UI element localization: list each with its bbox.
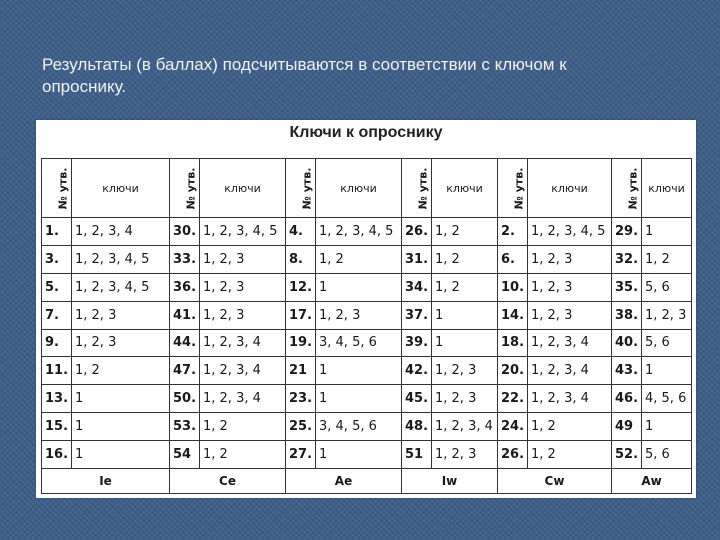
key-values: 1: [316, 441, 402, 469]
key-values: 1, 2, 3, 4: [72, 218, 170, 246]
key-header-3: ключи: [316, 159, 402, 218]
key-values: 1: [432, 329, 498, 357]
statement-number: 27.: [286, 441, 316, 469]
num-header-label: № утв.: [512, 167, 526, 209]
statement-number: 40.: [612, 329, 642, 357]
statement-number: 54: [170, 441, 200, 469]
key-values: 1, 2, 3: [72, 329, 170, 357]
key-values: 1, 2: [432, 218, 498, 246]
table-row: [42, 329, 692, 357]
statement-number: 1.: [42, 218, 72, 246]
scale-row: [42, 469, 692, 494]
statement-number: 31.: [402, 245, 432, 273]
table-row: [42, 218, 692, 246]
statement-number: 45.: [402, 385, 432, 413]
statement-number: 5.: [42, 273, 72, 301]
statement-number: 52.: [612, 441, 642, 469]
key-values: 1, 2, 3: [432, 385, 498, 413]
key-values: 1, 2, 3: [642, 301, 692, 329]
statement-number: 26.: [498, 441, 528, 469]
key-values: 1, 2, 3, 4, 5: [528, 218, 612, 246]
key-values: 1, 2, 3, 4, 5: [72, 245, 170, 273]
statement-number: 41.: [170, 301, 200, 329]
key-values: 3, 4, 5, 6: [316, 413, 402, 441]
statement-number: 23.: [286, 385, 316, 413]
key-values: 3, 4, 5, 6: [316, 329, 402, 357]
key-values: 1: [72, 385, 170, 413]
key-values: 1, 2, 3, 4: [432, 413, 498, 441]
key-values: 1, 2: [200, 413, 286, 441]
key-values: 1, 2, 3: [528, 301, 612, 329]
key-values: 1: [72, 413, 170, 441]
key-values: 5, 6: [642, 329, 692, 357]
statement-number: 49: [612, 413, 642, 441]
statement-number: 36.: [170, 273, 200, 301]
num-header-5: [498, 159, 528, 218]
key-values: 1: [316, 357, 402, 385]
key-values: 1, 2: [528, 413, 612, 441]
statement-number: 32.: [612, 245, 642, 273]
num-header-label: № утв.: [300, 167, 314, 209]
statement-number: 51: [402, 441, 432, 469]
key-values: 1: [432, 301, 498, 329]
key-values: 1, 2, 3: [72, 301, 170, 329]
statement-number: 14.: [498, 301, 528, 329]
key-header-5: ключи: [528, 159, 612, 218]
key-values: 1: [642, 357, 692, 385]
statement-number: 53.: [170, 413, 200, 441]
statement-number: 34.: [402, 273, 432, 301]
statement-number: 17.: [286, 301, 316, 329]
key-values: 1, 2: [432, 273, 498, 301]
statement-number: 42.: [402, 357, 432, 385]
statement-number: 16.: [42, 441, 72, 469]
statement-number: 44.: [170, 329, 200, 357]
statement-number: 4.: [286, 218, 316, 246]
statement-number: 47.: [170, 357, 200, 385]
statement-number: 37.: [402, 301, 432, 329]
key-values: 1, 2, 3: [200, 245, 286, 273]
key-values: 1, 2: [528, 441, 612, 469]
statement-number: 33.: [170, 245, 200, 273]
table-row: [42, 273, 692, 301]
key-values: 1: [316, 385, 402, 413]
statement-number: 8.: [286, 245, 316, 273]
scale-label: Ie: [42, 469, 170, 494]
key-values: 1, 2: [200, 441, 286, 469]
scale-label: Aw: [612, 469, 692, 494]
num-header-3: [286, 159, 316, 218]
statement-number: 39.: [402, 329, 432, 357]
key-values: 1, 2, 3: [528, 245, 612, 273]
slide-caption: Результаты (в баллах) подсчитываются в соответствии с ключом к опроснику.: [42, 55, 567, 96]
keys-panel: [36, 120, 696, 498]
key-header-6: ключи: [642, 159, 692, 218]
key-values: 1, 2, 3: [432, 441, 498, 469]
key-values: 1: [642, 218, 692, 246]
key-values: 1, 2, 3: [316, 301, 402, 329]
key-values: 1, 2, 3, 4: [528, 385, 612, 413]
key-values: 1, 2, 3, 4: [200, 357, 286, 385]
num-header-2: [170, 159, 200, 218]
key-values: 1, 2, 3: [200, 301, 286, 329]
num-header-label: № утв.: [416, 167, 430, 209]
key-values: 1: [316, 273, 402, 301]
statement-number: 12.: [286, 273, 316, 301]
num-header-6: [612, 159, 642, 218]
statement-number: 2.: [498, 218, 528, 246]
key-values: 1, 2, 3, 4, 5: [72, 273, 170, 301]
statement-number: 46.: [612, 385, 642, 413]
statement-number: 26.: [402, 218, 432, 246]
statement-number: 15.: [42, 413, 72, 441]
num-header-4: [402, 159, 432, 218]
statement-number: 6.: [498, 245, 528, 273]
key-values: 1, 2, 3, 4: [528, 329, 612, 357]
key-header-2: ключи: [200, 159, 286, 218]
header-row: [42, 159, 692, 218]
key-values: 1, 2: [432, 245, 498, 273]
key-values: 1, 2, 3, 4: [200, 385, 286, 413]
key-values: 5, 6: [642, 441, 692, 469]
key-values: 1, 2: [316, 245, 402, 273]
statement-number: 3.: [42, 245, 72, 273]
key-values: 1, 2: [642, 245, 692, 273]
statement-number: 10.: [498, 273, 528, 301]
statement-number: 43.: [612, 357, 642, 385]
statement-number: 35.: [612, 273, 642, 301]
table-row: [42, 441, 692, 469]
table-body: [42, 218, 692, 469]
table-row: [42, 385, 692, 413]
statement-number: 48.: [402, 413, 432, 441]
key-header-1: ключи: [72, 159, 170, 218]
key-values: 1, 2, 3, 4, 5: [316, 218, 402, 246]
key-values: 5, 6: [642, 273, 692, 301]
key-values: 1, 2, 3: [528, 273, 612, 301]
key-values: 1: [72, 441, 170, 469]
num-header-label: № утв.: [184, 167, 198, 209]
statement-number: 50.: [170, 385, 200, 413]
statement-number: 7.: [42, 301, 72, 329]
num-header-label: № утв.: [626, 167, 640, 209]
table-title: Ключи к опроснику: [289, 124, 443, 141]
key-values: 1, 2, 3, 4: [528, 357, 612, 385]
statement-number: 13.: [42, 385, 72, 413]
keys-table: [41, 158, 692, 494]
statement-number: 25.: [286, 413, 316, 441]
statement-number: 22.: [498, 385, 528, 413]
statement-number: 20.: [498, 357, 528, 385]
statement-number: 9.: [42, 329, 72, 357]
scale-label: Iw: [402, 469, 498, 494]
scale-label: Ae: [286, 469, 402, 494]
statement-number: 38.: [612, 301, 642, 329]
statement-number: 21: [286, 357, 316, 385]
statement-number: 30.: [170, 218, 200, 246]
key-values: 1, 2, 3: [432, 357, 498, 385]
key-values: 1, 2: [72, 357, 170, 385]
table-row: [42, 245, 692, 273]
statement-number: 18.: [498, 329, 528, 357]
key-values: 1, 2, 3: [200, 273, 286, 301]
scale-label: Cw: [498, 469, 612, 494]
key-values: 1, 2, 3, 4: [200, 329, 286, 357]
statement-number: 24.: [498, 413, 528, 441]
key-header-4: ключи: [432, 159, 498, 218]
statement-number: 11.: [42, 357, 72, 385]
table-row: [42, 413, 692, 441]
statement-number: 29.: [612, 218, 642, 246]
key-values: 1: [642, 413, 692, 441]
num-header-label: № утв.: [56, 167, 70, 209]
key-values: 4, 5, 6: [642, 385, 692, 413]
table-row: [42, 357, 692, 385]
key-values: 1, 2, 3, 4, 5: [200, 218, 286, 246]
table-row: [42, 301, 692, 329]
num-header-1: [42, 159, 72, 218]
statement-number: 19.: [286, 329, 316, 357]
scale-label: Ce: [170, 469, 286, 494]
